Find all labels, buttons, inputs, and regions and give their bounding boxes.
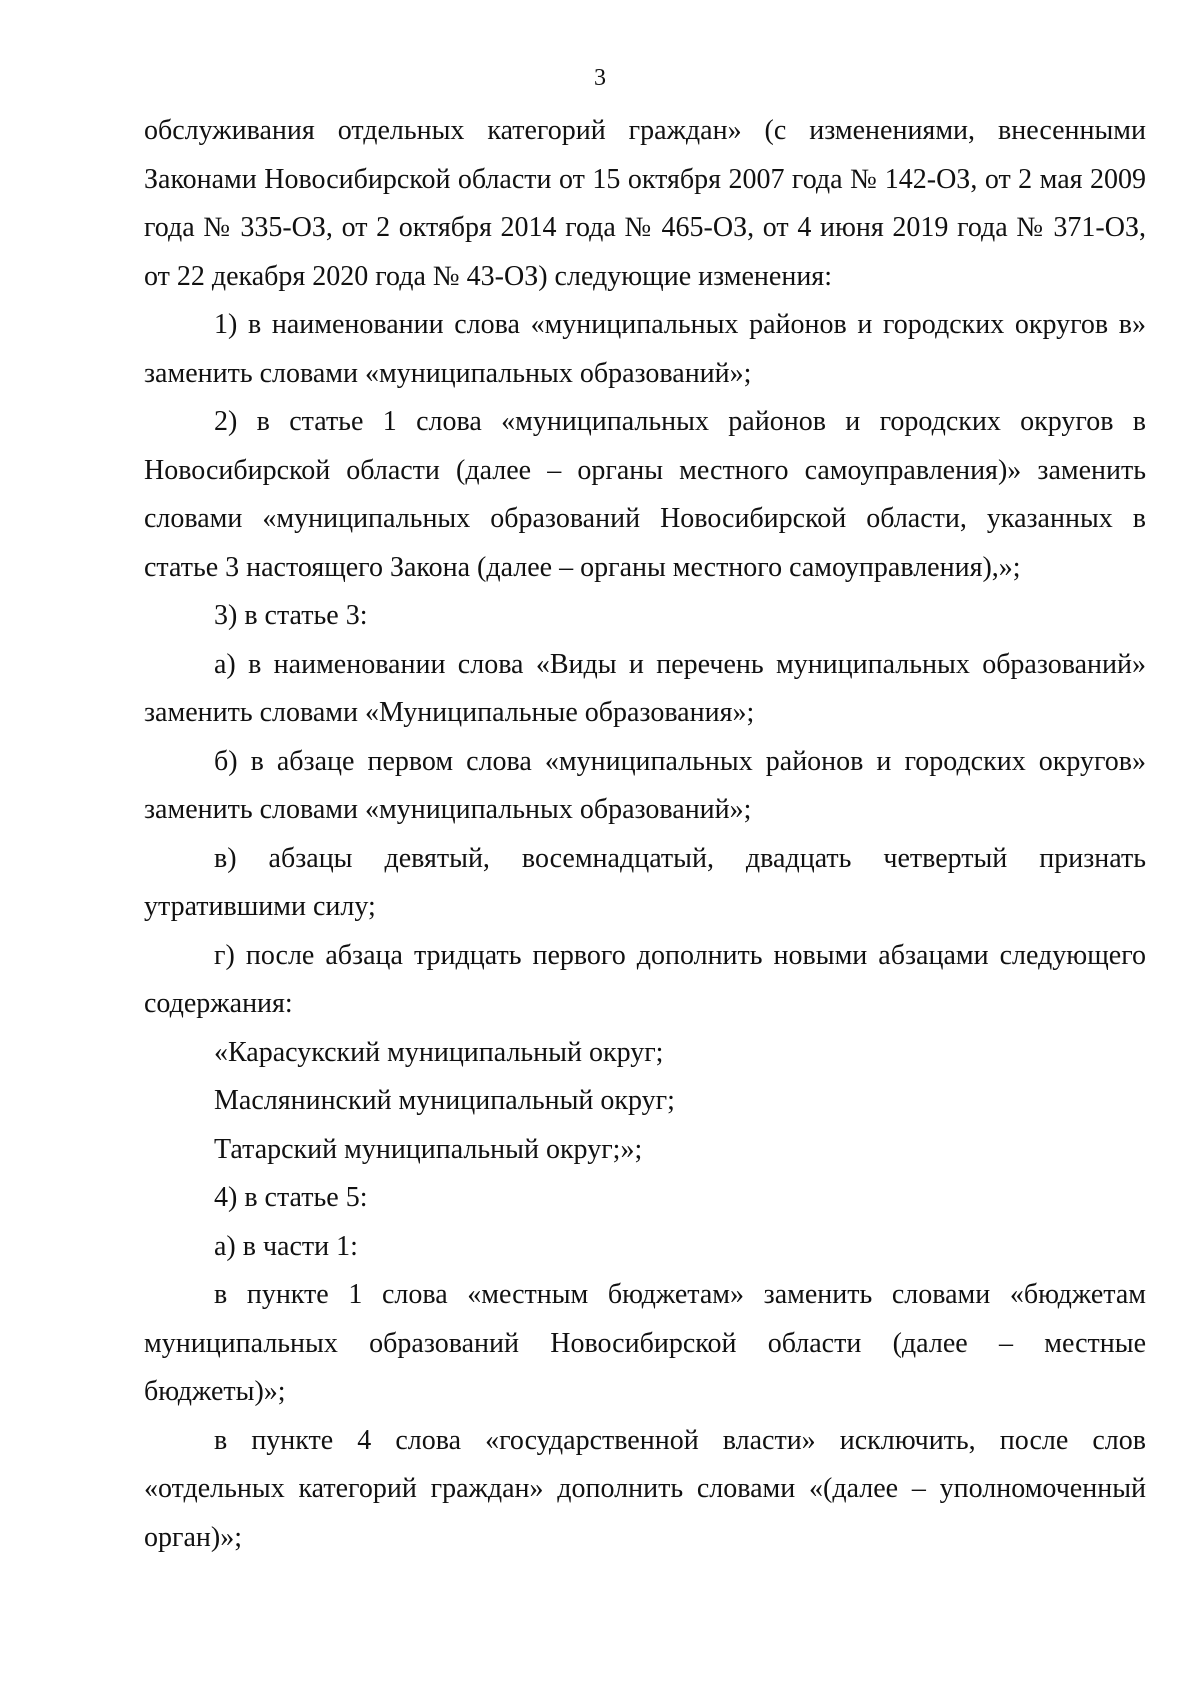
paragraph-point-4: в пункте 4 слова «государственной власти» исключить, после слов «отдельных категорий граждан» дополнить словами «(далее – уполномоченный орган)»; [144, 1424, 1146, 1553]
paragraph-list-maslyanino: Маслянинский муниципальный округ; [214, 1085, 675, 1116]
paragraph-item-3g: г) после абзаца тридцать первого дополнить новыми абзацами следующего содержания: [144, 939, 1146, 1019]
document-body [144, 107, 1146, 1562]
paragraph-item-3a: а) в наименовании слова «Виды и перечень муниципальных образований» заменить словами «Муниципальные образования»; [144, 648, 1146, 728]
paragraph-continuation: обслуживания отдельных категорий граждан» (с изменениями, внесенными Законами Новосибирской области от 15 октября 2007 года № 142-ОЗ, от 2 мая 2009 года № 335-ОЗ, от 2 октября 2014 года № 465-ОЗ, от 4 июня 2019 года № 371-ОЗ, от 22 декабря 2020 года № 43-ОЗ) следующие изменения: [144, 115, 1146, 292]
paragraph-item-4: 4) в статье 5: [214, 1182, 368, 1213]
paragraph-point-1: в пункте 1 слова «местным бюджетам» заменить словами «бюджетам муниципальных образований Новосибирской области (далее – местные бюджеты)»; [144, 1279, 1146, 1407]
paragraph-list-tatarsk: Татарский муниципальный округ;»; [214, 1133, 643, 1165]
paragraph-item-2: 2) в статье 1 слова «муниципальных районов и городских округов в Новосибирской области (далее – органы местного самоуправления)» заменить словами «муниципальных образований Новосибирской области, указанных в статье 3 настоящего Закона (далее – органы местного самоуправления),»; [144, 406, 1146, 583]
paragraph-item-1: 1) в наименовании слова «муниципальных районов и городских округов в» заменить словами «муниципальных образований»; [144, 309, 1146, 389]
page-number: 3 [594, 65, 606, 91]
paragraph-item-4a: а) в части 1: [214, 1230, 358, 1262]
paragraph-item-3b: б) в абзаце первом слова «муниципальных районов и городских округов» заменить словами «муниципальных образований»; [144, 745, 1146, 825]
paragraph-list-karasuk: «Карасукский муниципальный округ; [214, 1036, 664, 1068]
paragraph-item-3: 3) в статье 3: [214, 600, 368, 631]
paragraph-item-3v: в) абзацы девятый, восемнадцатый, двадцать четвертый признать утратившими силу; [144, 842, 1146, 922]
